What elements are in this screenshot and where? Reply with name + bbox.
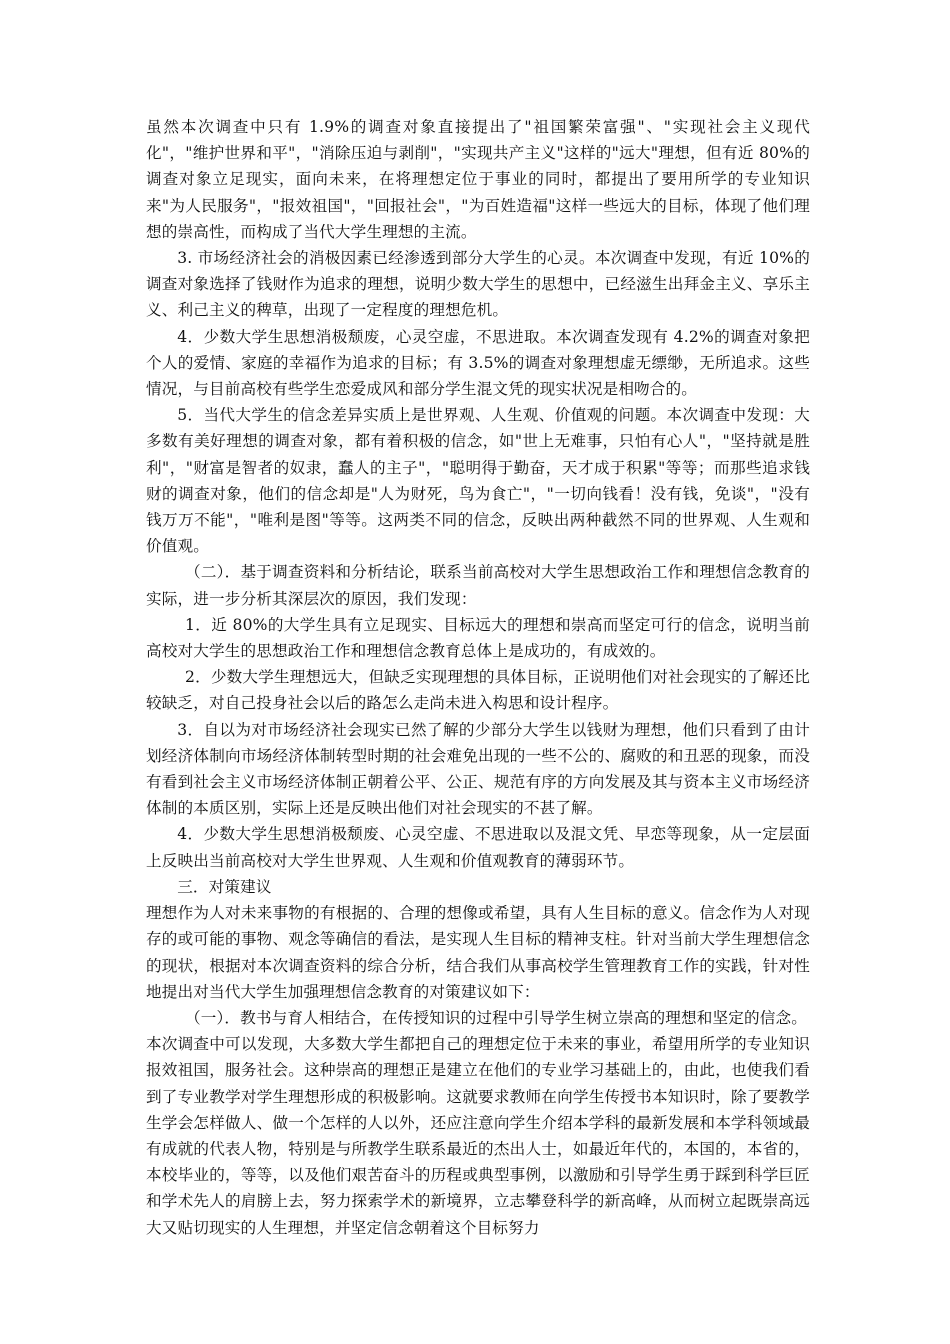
subsection-heading: （一）．教书与育人相结合，在传授知识的过程中引导学生树立崇高的理想和坚定的信念。 xyxy=(185,1008,807,1027)
paragraph: （二）．基于调查资料和分析结论，联系当前高校对大学生思想政治工作和理想信念教育的实际，进一步分析其深层次的原因，我们发现： xyxy=(146,563,810,608)
paragraph: 5．当代大学生的信念差异实质上是世界观、人生观、价值观的问题。本次调查中发现：大多数有美好理想的调查对象，都有着积极的信念，如"世上无难事，只怕有心人"，"坚持就是胜利"，"财富是智者的奴隶，蠢人的主子"，"聪明得于勤奋，天才成于积累"等等；而那些追求钱财的调查对象，他们的信念却是"人为财死，鸟为食亡"，"一切向钱看！没有钱，免谈"，"没有钱万万不能"，"唯利是图"等等。这两类不同的信念，反映出两种截然不同的世界观、人生观和价值观。 xyxy=(146,406,810,556)
paragraph: 理想作为人对未来事物的有根据的、合理的想像或希望，具有人生目标的意义。信念作为人对现存的或可能的事物、观念等确信的看法，是实现人生目标的精神支柱。针对当前大学生理想信念的现状，根据对本次调查资料的综合分析，结合我们从事高校学生管理教育工作的实践，针对性地提出对当代大学生加强理想信念教育的对策建议如下： xyxy=(146,904,810,1001)
paragraph: 3. 市场经济社会的消极因素已经渗透到部分大学生的心灵。本次调查中发现，有近 10%的调查对象选择了钱财作为追求的理想，说明少数大学生的思想中，已经滋生出拜金主义、享乐主义、利己主义的稗草，出现了一定程度的理想危机。 xyxy=(146,249,810,320)
paragraph: 1．近 80%的大学生具有立足现实、目标远大的理想和崇高而坚定可行的信念，说明当前高校对大学生的思想政治工作和理想信念教育总体上是成功的，有成效的。 xyxy=(146,615,810,661)
paragraph: 4．少数大学生思想消极颓废、心灵空虚、不思进取以及混文凭、早恋等现象，从一定层面上反映出当前高校对大学生世界观、人生观和价值观教育的薄弱环节。 xyxy=(146,825,810,870)
section-heading: 三．对策建议 xyxy=(177,877,272,896)
paragraph: 4．少数大学生思想消极颓废，心灵空虚，不思进取。本次调查发现有 4.2%的调查对象把个人的爱情、家庭的幸福作为追求的目标；有 3.5%的调查对象理想虚无缥缈，无所追求。这些情况，与目前高校有些学生恋爱成风和部分学生混文凭的现实状况是相吻合的。 xyxy=(146,327,810,399)
paragraph: 虽然本次调查中只有 1.9%的调查对象直接提出了"祖国繁荣富强"、"实现社会主义现代化"，"维护世界和平"，"消除压迫与剥削"，"实现共产主义"这样的"远大"理想，但有近 80%的调查对象立足现实，面向未来，在将理想定位于事业的同时，都提出了要用所学的专业知识来"为人民服务"，"报效祖国"，"回报社会"，"为百姓造福"这样一些远大的目标，体现了他们理想的崇高性，而构成了当代大学生理想的主流。 xyxy=(146,118,810,241)
body-text xyxy=(146,114,810,1241)
paragraph: 2．少数大学生理想远大，但缺乏实现理想的具体目标，正说明他们对社会现实的了解还比较缺乏，对自己投身社会以后的路怎么走尚未进入构思和设计程序。 xyxy=(146,668,810,713)
paragraph: 本次调查中可以发现，大多数大学生都把自己的理想定位于未来的事业，希望用所学的专业知识报效祖国，服务社会。这种崇高的理想正是建立在他们的专业学习基础上的，由此，也使我们看到了专业教学对学生理想形成的积极影响。这就要求教师在向学生传授书本知识时，除了要教学生学会怎样做人、做一个怎样的人以外，还应注意向学生介绍本学科的最新发展和本学科领域最有成就的代表人物，特别是与所教学生联系最近的杰出人士，如最近年代的，本国的，本省的，本校毕业的，等等，以及他们艰苦奋斗的历程或典型事例，以激励和引导学生勇于踩到科学巨匠和学术先人的肩膀上去，努力探索学术的新境界，立志攀登科学的新高峰，从而树立起既崇高远大又贴切现实的人生理想，并坚定信念朝着这个目标努力 xyxy=(146,1035,810,1237)
paragraph: 3．自以为对市场经济社会现实已然了解的少部分大学生以钱财为理想，他们只看到了由计划经济体制向市场经济体制转型时期的社会难免出现的一些不公的、腐败的和丑恶的现象，而没有看到社会主义市场经济体制正朝着公平、公正、规范有序的方向发展及其与资本主义市场经济体制的本质区别，实际上还是反映出他们对社会现实的不甚了解。 xyxy=(146,720,810,818)
